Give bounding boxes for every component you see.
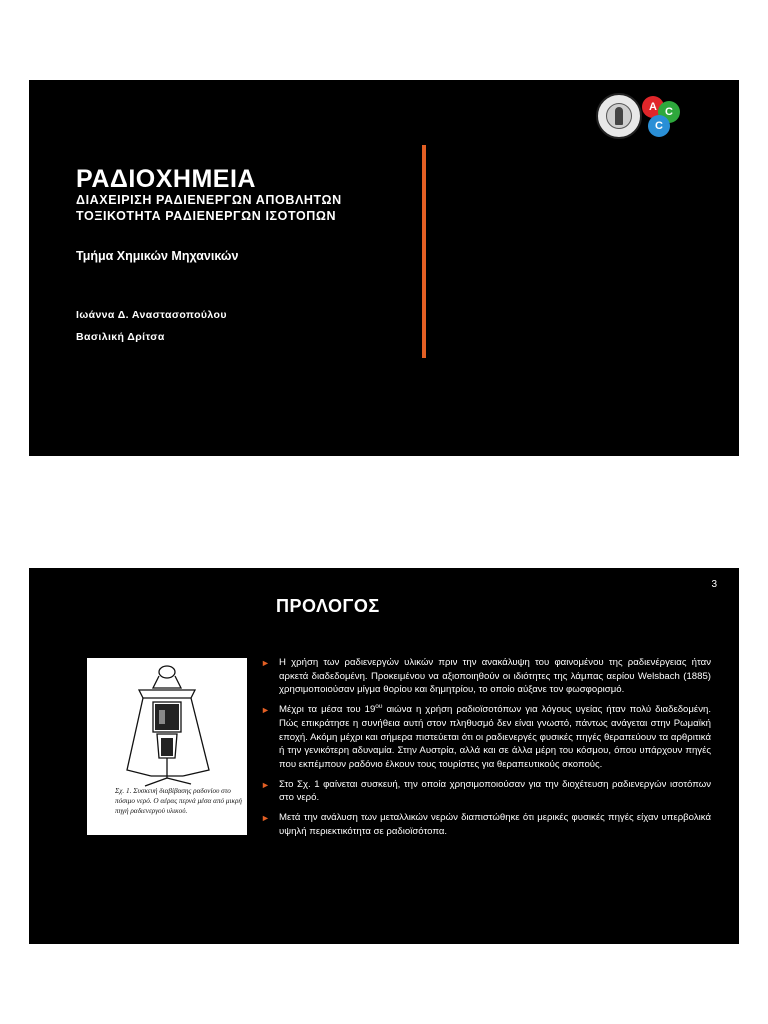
bullet-list xyxy=(261,656,711,844)
seal-figure xyxy=(615,107,623,125)
bullet-arrow-icon: ► xyxy=(261,779,270,790)
bullet-text: Στο Σχ. 1 φαίνεται συσκευή, την οποία χρησιμοποιούσαν για την διοχέτευση ραδιενεργών ισοτόπων στο νερό. xyxy=(279,778,711,804)
author-name: Βασιλική Δρίτσα xyxy=(76,331,165,343)
title-slide xyxy=(29,80,739,456)
ordinal-superscript: ου xyxy=(375,702,383,710)
university-seal-logo xyxy=(596,93,642,139)
page-number: 3 xyxy=(711,579,717,590)
lab-logo-circle-red: A xyxy=(642,96,664,118)
slide-title: ΠΡΟΛΟΓΟΣ xyxy=(276,596,380,616)
slide-subtitle-1: ΔΙΑΧΕΙΡΙΣΗ ΡΑΔΙΕΝΕΡΓΩΝ ΑΠΟΒΛΗΤΩΝ xyxy=(76,193,342,207)
bullet-text: Μετά την ανάλυση των μεταλλικών νερών διαπιστώθηκε ότι μερικές φυσικές πηγές είχαν υπερβολικά υψηλή περιεκτικότητα σε ραδιοϊσότοπα. xyxy=(279,812,711,837)
bullet-arrow-icon: ► xyxy=(261,705,270,716)
bullet-arrow-icon: ► xyxy=(261,813,270,824)
department: Τμήμα Χημικών Μηχανικών xyxy=(76,249,239,263)
slide-subtitle-2: ΤΟΞΙΚΟΤΗΤΑ ΡΑΔΙΕΝΕΡΓΩΝ ΙΣΟΤΟΠΩΝ xyxy=(76,209,337,223)
lab-logo-circle-green: C xyxy=(658,101,680,123)
bullet-arrow-icon: ► xyxy=(261,658,270,668)
prologue-slide xyxy=(29,568,739,944)
accent-divider xyxy=(422,145,426,358)
logos xyxy=(596,93,696,141)
bullet-text-part: Μέχρι τα μέσα του 19 xyxy=(279,704,376,716)
bullet-item xyxy=(261,811,711,838)
slide-title: ΡΑΔΙΟΧΗΜΕΙΑ xyxy=(76,165,256,193)
bullet-item xyxy=(261,703,711,772)
author-name: Ιωάννα Δ. Αναστασοπούλου xyxy=(76,309,227,321)
bullet-item xyxy=(261,778,711,805)
figure-radon-device xyxy=(87,658,247,835)
bullet-text: Η χρήση των ραδιενεργών υλικών πριν την ανακάλυψη του φαινομένου της ραδιενέργειας ήταν αρκετά διαδεδομένη. Προκειμένου να αξιοποιηθούν οι ιδιότητες της λάμπας αερίου Welsbach (1885) χρησιμοποιούσαν μίγμα θορίου και δημητρίου, το οποίο αύξανε τον φωσφορισμό. xyxy=(279,657,711,696)
bullet-item xyxy=(261,656,711,697)
bullet-text-part: αιώνα η χρήση ραδιοϊσοτόπων για λόγους υγείας ήταν πολύ διαδεδομένη. Πώς επικράτησε η συνήθεια αυτή στον πληθυσμό δεν είναι γνωστό, πάντως ανάγεται στην Ρωμαϊκή εποχή. Ακόμη μέχρι και σήμερα πιστεύεται ότι οι ραδιενεργές φυσικές πηγές θεραπεύουν τα αρθριτικά ή την γενικότερη αδυναμία. Στην Αυστρία, αλλά και σε άλλα μέρη του κόσμου, όπου υπάρχουν πηγές που εκπέμπουν ραδόνιο έλκουν τους τουρίστες για θεραπευτικούς σκοπούς. xyxy=(279,704,711,770)
lab-logo-circle-blue: C xyxy=(648,115,670,137)
figure-caption: Σχ. 1. Συσκευή διαβίβασης ραδονίου στο πόσιμο νερό. Ο αέρας περνά μέσα από μικρή πηγή ραδιενεργού υλικού. xyxy=(115,787,242,815)
